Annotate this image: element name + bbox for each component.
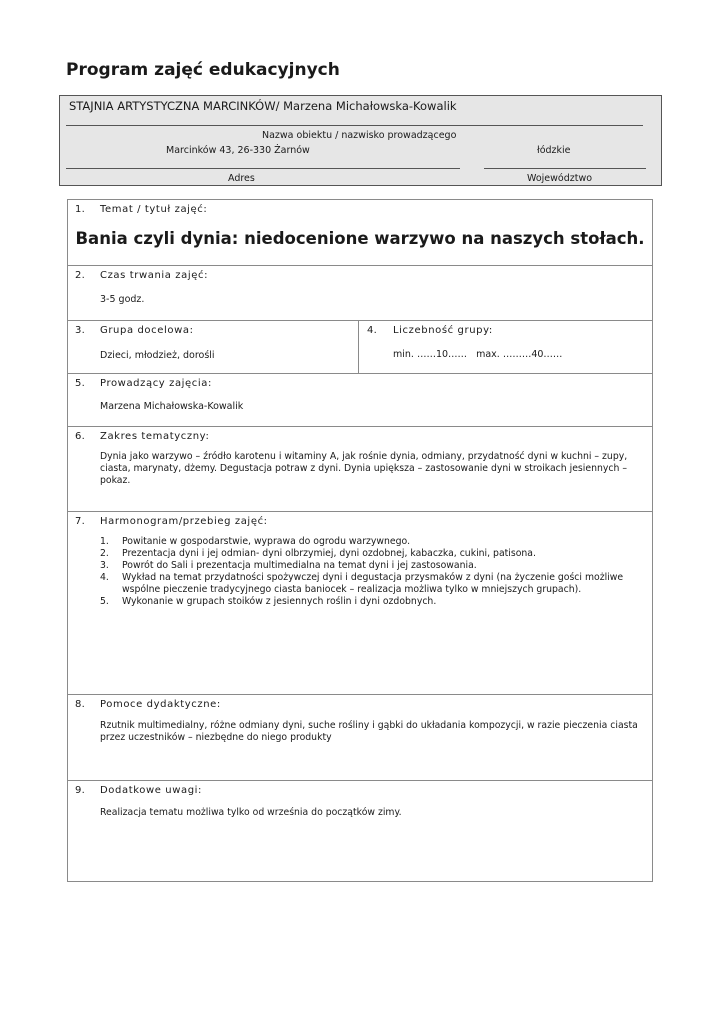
section-number: 3. (75, 325, 86, 336)
section-duration (68, 265, 652, 321)
page-title: Program zajęć edukacyjnych (66, 60, 340, 80)
section-label: Dodatkowe uwagi: (100, 785, 203, 796)
section-label: Zakres tematyczny: (100, 431, 210, 442)
section-number: 4. (367, 325, 378, 336)
duration-value: 3-5 godz. (100, 294, 145, 305)
section-instructor (68, 373, 652, 427)
notes-text: Realizacja tematu możliwa tylko od września do początków zimy. (100, 807, 402, 818)
list-item: 2. Prezentacja dyni i jej odmian- dyni olbrzymiej, dyni ozdobnej, kabaczka, cukini, patisona. (100, 548, 536, 559)
section-number: 7. (75, 516, 86, 527)
teaching-aids-text: Rzutnik multimedialny, różne odmiany dyni, suche rośliny i gąbki do układania kompozycji, w razie pieczenia ciasta przez uczestników – niezbędne do niego produkty (100, 720, 638, 743)
section-teaching-aids (68, 694, 652, 781)
section-label: Harmonogram/przebieg zajęć: (100, 516, 268, 527)
section-label: Prowadzący zajęcia: (100, 378, 212, 389)
column-divider (358, 321, 359, 374)
section-label: Czas trwania zajęć: (100, 270, 209, 281)
list-item: 5. Wykonanie w grupach stoików z jesiennych roślin i dyni ozdobnych. (100, 596, 437, 607)
section-number: 9. (75, 785, 86, 796)
list-item: 3. Powrót do Sali i prezentacja multimedialna na temat dyni i jej zastosowania. (100, 560, 477, 571)
program-table (67, 199, 653, 882)
section-number: 5. (75, 378, 86, 389)
organization-caption: Nazwa obiektu / nazwisko prowadzącego (262, 130, 457, 141)
target-group-value: Dzieci, młodzież, dorośli (100, 350, 215, 361)
section-topic (68, 200, 652, 265)
section-group (68, 320, 652, 374)
divider (66, 125, 643, 126)
voivodeship-caption: Województwo (527, 173, 593, 184)
scope-text: Dynia jako warzywo – źródło karotenu i witaminy A, jak rośnie dynia, odmiany, przydatność dyni w kuchni – zupy, ciasta, marynaty, dżemy. Degustacja potraw z dyni. Dynia upiększa – zastosowanie dyni w stroikach jesiennych – pokaz. (100, 451, 628, 486)
section-scope (68, 426, 652, 512)
topic-title: Bania czyli dynia: niedocenione warzywo na naszych stołach. (75, 229, 645, 248)
section-number: 8. (75, 699, 86, 710)
header-box (59, 95, 662, 186)
divider (66, 168, 460, 169)
address-caption: Adres (228, 173, 255, 184)
section-label: Pomoce dydaktyczne: (100, 699, 221, 710)
group-size-value: min. ……10…… max. ………40…… (393, 349, 563, 360)
section-label: Grupa docelowa: (100, 325, 194, 336)
schedule-list (100, 536, 650, 608)
organization-name: STAJNIA ARTYSTYCZNA MARCINKÓW/ Marzena Michałowska-Kowalik (69, 99, 457, 113)
section-number: 1. (75, 204, 86, 215)
voivodeship-value: łódzkie (537, 145, 571, 156)
section-label: Temat / tytuł zajęć: (100, 204, 208, 215)
list-item: 1. Powitanie w gospodarstwie, wyprawa do ogrodu warzywnego. (100, 536, 411, 547)
divider (484, 168, 646, 169)
section-number: 2. (75, 270, 86, 281)
section-number: 6. (75, 431, 86, 442)
address-value: Marcinków 43, 26-330 Żarnów (166, 145, 310, 156)
section-label: Liczebność grupy: (393, 325, 493, 336)
instructor-value: Marzena Michałowska-Kowalik (100, 401, 244, 412)
list-item: 4. Wykład na temat przydatności spożywczej dyni i degustacja przysmaków z dyni (na życzenie gości możliwe wspólne pieczenie tradycyjnego ciasta baniocek – realizacja możliwa tylko w mniejszych grupach). (100, 572, 624, 595)
section-notes (68, 780, 652, 882)
